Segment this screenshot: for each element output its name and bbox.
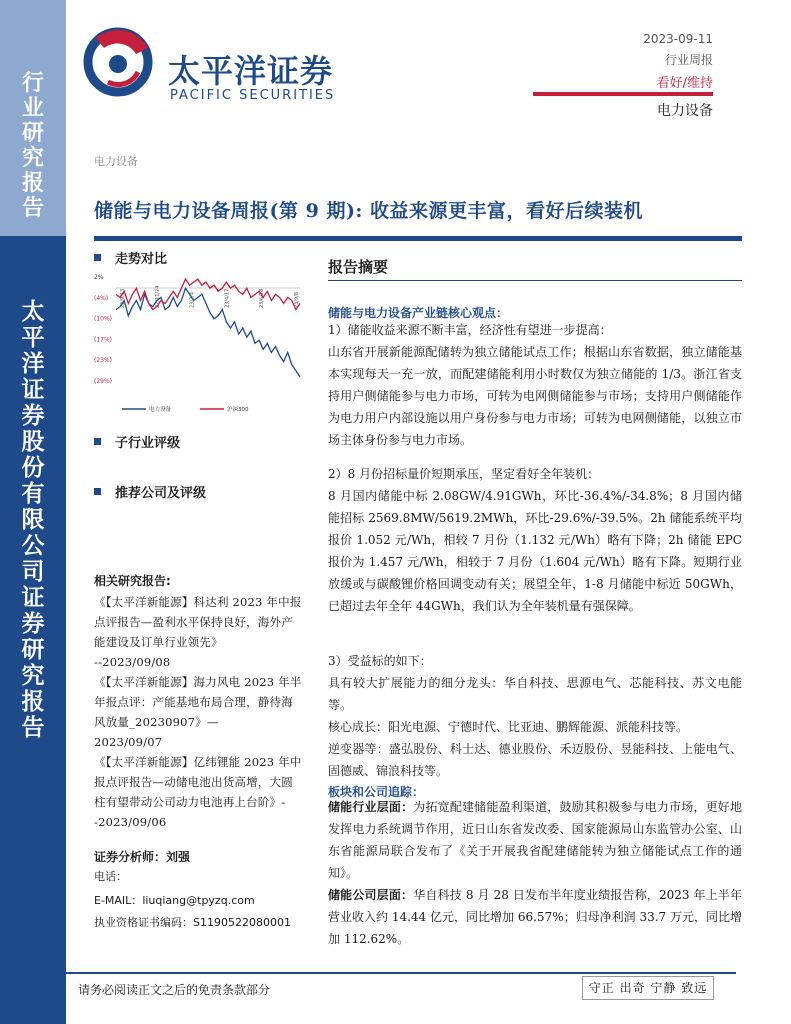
point-3-item-b: 核心成长：阳光电源、宁德时代、比亚迪、鹏辉能源、派能科技等。: [328, 720, 689, 734]
sidebar-report-type-text: [0, 72, 66, 222]
point-3-item-c: 逆变器等：盛弘股份、科士达、德业股份、禾迈股份、昱能科技、上能电气、固德威、锦浪科技等。: [328, 742, 742, 778]
related-report-item[interactable]: 《【太平洋新能源】科达利 2023 年中报点评报告—盈利水平保持良好，海外产能建设及订单行业领先》: [94, 595, 302, 649]
sidebar-char: 平: [21, 324, 45, 351]
sidebar-char: 行: [21, 70, 44, 96]
y-tick-label: (23%): [94, 357, 113, 365]
cert-label: 执业资格证书编码：: [94, 916, 193, 929]
sidebar-char: 份: [21, 454, 45, 481]
point-2-body: 8 月国内储能中标 2.08GW/4.91GWh，环比-36.4%/-34.8%；8 月国内储能招标 2569.8MW/5619.2MWh，环比-29.6%/-39.5%。2h 储能系统平均报价 1.052 元/Wh，相较 7 月份（1.132 元/Wh）略有下降；2h 储能 EPC 报价为 1.457 元/Wh，相较于 7 月份（1.604 元/Wh）略有下降。短期行业放缓或与碳酸锂价格回调变动有关；展望全年，1-8 月储能中标近 50GWh，已超过去年全年 44GWh，我们认为全年装机量有强保障。: [328, 489, 742, 613]
x-tick-label: 23/9/8: [294, 291, 300, 308]
header-sector: 电力设备: [657, 103, 713, 119]
sidebar-char: 研: [21, 120, 44, 146]
x-tick-label: 23/6/28: [259, 288, 266, 308]
recommend-section-head: [94, 482, 206, 501]
report-type: 行业周报: [664, 53, 713, 67]
sidebar-char: 司: [21, 558, 45, 585]
summary-divider: [328, 280, 742, 281]
point-3-item-a: 具有较大扩展能力的细分龙头：华自科技、思源电气、芯能科技、苏文电能等。: [328, 676, 742, 712]
cert-line: [94, 914, 291, 930]
analyst-label: 证券分析师：: [94, 850, 167, 864]
x-tick-label: 23/2/4: [189, 291, 196, 308]
phone-line: [94, 868, 127, 884]
point-1-body: 山东省开展新能源配储转为独立储能试点工作；根据山东省数据，独立储能基本实现每天一充一放，而配建储能利用小时数仅为独立储能的 1/3。浙江省支持用户侧储能参与电力市场，可转为电网侧储能参与市场；支持用户侧储能作为电力用户内部设施以用户身份参与电力市场；可转为电网侧储能，以独立市场主体身份参与电力市场。: [328, 345, 742, 447]
trend-head-label: 走势对比: [115, 252, 168, 267]
sidebar-char: 究: [21, 662, 45, 689]
analyst-name: 刘强: [166, 850, 191, 864]
sidebar-char: 限: [21, 506, 45, 533]
bullet-square-icon: [94, 438, 101, 445]
series-line-0: [116, 285, 300, 377]
trend-section-head: [94, 248, 167, 267]
sidebar-char: 业: [21, 95, 44, 121]
legend-label: 电力设备: [149, 407, 172, 413]
related-report-item[interactable]: 《【太平洋新能源】亿纬锂能 2023 年中报点评报告—动储电池出货高增，大圆柱有望带动公司动力电池再上台阶》--2023/09/06: [94, 755, 302, 829]
company-level-label: 储能公司层面：: [328, 888, 414, 902]
industry-level-body: 为拓宽配建储能盈利渠道，鼓励其积极参与电力市场，更好地发挥电力系统调节作用，近日山东省发改委、国家能源局山东监管办公室、山东省能源局联合发布了《关于开展我省配建储能转为独立储能试点工作的通知》。: [328, 800, 742, 880]
report-date: 2023-09-11: [643, 32, 713, 46]
x-tick-label: 22/11/24: [154, 285, 161, 308]
y-tick-label: (17%): [94, 336, 113, 344]
sub-industry-section-head: [94, 432, 180, 451]
sidebar-char: 券: [21, 610, 45, 637]
email-link[interactable]: liuqiang@tpyzq.com: [142, 894, 255, 907]
related-report-date: --2023/09/08: [94, 655, 171, 669]
core-views-head: 储能与电力设备产业链核心观点：: [328, 306, 509, 320]
point-3-title: 3）受益标的如下：: [328, 654, 432, 668]
footer-disclaimer: 请务必阅读正文之后的免责条款部分: [78, 983, 271, 997]
y-tick-label: (10%): [94, 315, 113, 323]
sidebar-company-text: [0, 300, 66, 742]
company-level-body: 华自科技 8 月 28 日发布半年度业绩报告称，2023 年上半年营业收入约 14.44 亿元，同比增加 66.57%；归母净利润 33.7 万元，同比增加 112.62%。: [328, 888, 742, 946]
phone-label: 电话：: [94, 870, 127, 883]
left-sidebar-band: [0, 0, 66, 1024]
title-divider: [94, 236, 742, 241]
related-report-item[interactable]: 《【太平洋新能源】海力风电 2023 年半年报点评：产能基地布局合理，静待海风放量_20230907》—: [94, 675, 302, 729]
brand-name-cn: 太平洋证券: [168, 52, 334, 90]
x-tick-label: 23/4/17: [224, 288, 231, 308]
sidebar-char: 究: [21, 145, 44, 171]
related-report-date: 2023/09/07: [94, 735, 163, 749]
sidebar-char: 研: [21, 636, 45, 663]
brand-name-en: PACIFIC SECURITIES: [170, 88, 336, 103]
industry-level-label: 储能行业层面：: [328, 800, 414, 814]
sidebar-char: 股: [21, 428, 45, 455]
company-level-para: [328, 884, 742, 950]
analyst-line: [94, 848, 190, 865]
summary-point-2: [328, 463, 742, 617]
sector-label: 电力设备: [94, 155, 138, 168]
sidebar-char: 告: [21, 195, 44, 221]
footer-divider: [66, 972, 736, 974]
trend-chart-svg: [92, 268, 304, 418]
y-tick-label: (4%): [94, 294, 109, 302]
email-line: [94, 892, 255, 908]
related-reports-list: [94, 592, 304, 832]
header-red-divider: [533, 92, 713, 96]
sidebar-char: 证: [21, 584, 45, 611]
sub-industry-head-label: 子行业评级: [115, 436, 181, 451]
trend-chart: [92, 268, 304, 418]
company-logo-icon: [78, 20, 158, 100]
related-reports-head: 相关研究报告:: [94, 574, 171, 588]
sidebar-char: 证: [21, 376, 45, 403]
sidebar-char: 告: [21, 714, 45, 741]
summary-point-3: [328, 650, 742, 782]
point-2-title: 2）8 月份招标量价短期承压，坚定看好全年装机：: [328, 467, 600, 481]
footer-motto: 守正 出奇 宁静 致远: [582, 976, 714, 1000]
email-label: E-MAIL：: [94, 894, 143, 907]
y-tick-label: (29%): [94, 378, 113, 385]
summary-body: [328, 319, 742, 451]
sidebar-char: 太: [21, 298, 45, 325]
sidebar-char: 洋: [21, 350, 45, 377]
point-1-title: 1）储能收益来源不断丰富，经济性有望进一步提高：: [328, 323, 612, 337]
sidebar-char: 报: [21, 688, 45, 715]
x-tick-label: 22/9/13: [120, 288, 126, 308]
recommend-head-label: 推荐公司及评级: [115, 486, 207, 501]
sidebar-char: 券: [21, 402, 45, 429]
series-line-1: [116, 279, 300, 310]
bullet-square-icon: [94, 254, 101, 261]
company-tracking-head: 板块和公司追踪：: [328, 785, 425, 799]
summary-head: 报告摘要: [328, 258, 389, 276]
page-title: 储能与电力设备周报(第 9 期): 收益来源更丰富，看好后续装机: [94, 200, 644, 222]
bullet-square-icon: [94, 488, 101, 495]
y-tick-label: 2%: [94, 274, 104, 281]
cert-number: S1190522080001: [193, 916, 291, 929]
sidebar-char: 公: [21, 532, 45, 559]
sidebar-char: 有: [21, 480, 45, 507]
sidebar-char: 报: [21, 170, 44, 196]
legend-label: 沪深300: [227, 407, 249, 413]
rating-badge: 看好/维持: [656, 76, 713, 91]
industry-level-para: [328, 796, 742, 884]
